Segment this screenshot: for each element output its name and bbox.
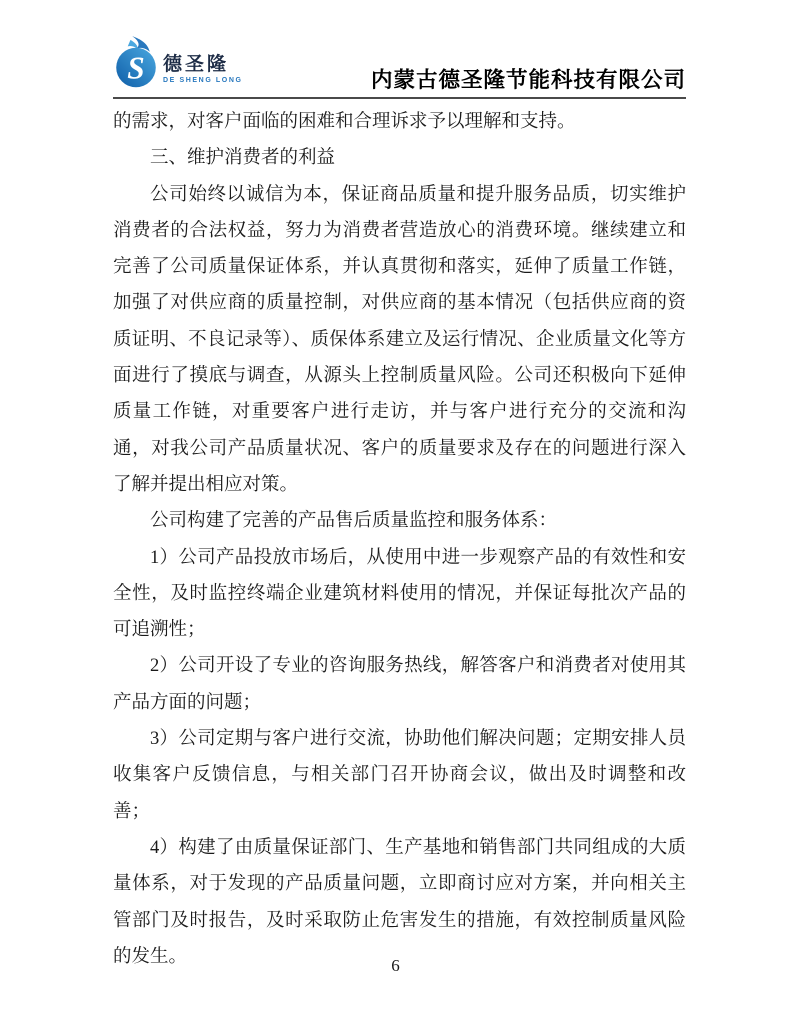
page-footer bbox=[0, 956, 791, 976]
page-header bbox=[113, 0, 686, 99]
company-name: 内蒙古德圣隆节能科技有限公司 bbox=[370, 68, 686, 92]
section-heading: 三、维护消费者的利益 bbox=[150, 148, 336, 169]
list-item-3: 3）公司定期与客户进行交流，协助他们解决问题；定期安排人员收集客户反馈信息，与相关部门召开协商会议，做出及时调整和改善； bbox=[113, 729, 686, 822]
logo-monogram: S bbox=[127, 50, 145, 86]
dragon-logo-icon bbox=[113, 34, 159, 90]
paragraph: 公司始终以诚信为本，保证商品质量和提升服务品质，切实维护消费者的合法权益，努力为消费者营造放心的消费环境。继续建立和完善了公司质量保证体系，并认真贯彻和落实，延伸了质量工作链，加强了对供应商的质量控制，对供应商的基本情况（包括供应商的资质证明、不良记录等）、质保体系建立及运行情况、企业质量文化等方面进行了摸底与调查，从源头上控制质量风险。公司还积极向下延伸质量工作链，对重要客户进行走访，并与客户进行充分的交流和沟通，对我公司产品质量状况、客户的质量要求及存在的问题进行深入了解并提出相应对策。 bbox=[113, 184, 686, 495]
logo-text bbox=[163, 55, 243, 84]
logo-name-cn: 德圣隆 bbox=[163, 53, 230, 75]
document-body bbox=[113, 99, 686, 975]
paragraph-continuation: 的需求，对客户面临的困难和合理诉求予以理解和支持。 bbox=[113, 112, 576, 132]
list-item-1: 1）公司产品投放市场后，从使用中进一步观察产品的有效性和安全性，及时监控终端企业建筑材料使用的情况，并保证每批次产品的可追溯性； bbox=[113, 547, 686, 641]
page-number: 6 bbox=[391, 956, 400, 975]
list-item-4: 4）构建了由质量保证部门、生产基地和销售部门共同组成的大质量体系，对于发现的产品质量问题，立即商讨应对方案，并向相关主管部门及时报告，及时采取防止危害发生的措施，有效控制质量风险的发生。 bbox=[113, 837, 686, 967]
list-item-2: 2）公司开设了专业的咨询服务热线，解答客户和消费者对使用其产品方面的问题； bbox=[113, 656, 686, 713]
company-logo bbox=[113, 34, 243, 90]
paragraph: 公司构建了完善的产品售后质量监控和服务体系： bbox=[150, 511, 558, 532]
logo-name-en: DE SHENG LONG bbox=[163, 76, 243, 84]
